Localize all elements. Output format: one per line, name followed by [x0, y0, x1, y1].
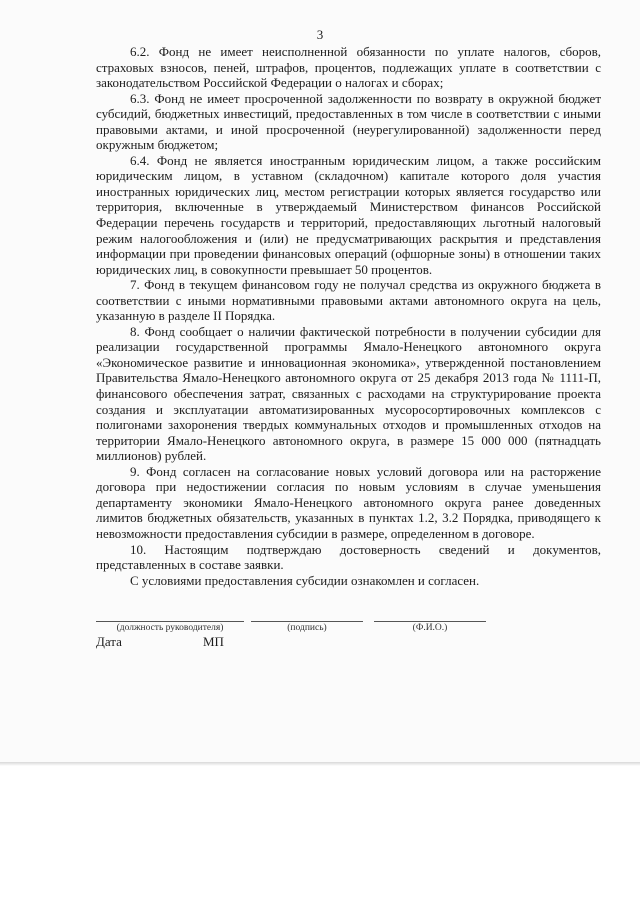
name-caption: (Ф.И.О.): [412, 623, 448, 633]
document-body: [96, 44, 601, 588]
clause-6-4: 6.4. Фонд не является иностранным юридическим лицом, а также российским юридическим лицом, в уставном (складочном) капитале которого доля участия иностранных юридических лиц, местом регистрации которых является государство или территория, включенные в утверждаемый Министерством финансов Российской Федерации перечень государств и территорий, предоставляющих льготный налоговый режим налогообложения и (или) не предусматривающих раскрытия и представления информации при проведении финансовых операций (офшорные зоны) в отношении таких юридических лиц, в совокупности превышает 50 процентов.: [96, 152, 601, 277]
consent-statement: С условиями предоставления субсидии ознакомлен и согласен.: [130, 572, 480, 588]
clause-8: 8. Фонд сообщает о наличии фактической потребности в получении субсидии для реализации государственной программы Ямало-Ненецкого автономного округа «Экономическое развитие и инновационная экономика», утвержденной постановлением Правительства Ямало-Ненецкого автономного округа от 25 декабря 2013 года № 1111-П, финансового обеспечения затрат, связанных с расходами на структурирование проекта создания и эксплуатации автоматизированных мусоросортировочных комплексов с полигонами захоронения твердых коммунальных отходов и промышленных отходов на территории Ямало-Ненецкого автономного округа, в размере 15 000 000 (пятнадцать миллионов) рублей.: [96, 323, 601, 464]
page-edge-shadow: [0, 762, 640, 766]
signature-block: [96, 621, 601, 635]
signature-caption: (подпись): [287, 623, 327, 633]
date-label: Дата: [96, 634, 122, 649]
clause-6-3: 6.3. Фонд не имеет просроченной задолженности по возврату в окружной бюджет субсидий, бюджетных инвестиций, предоставленных в том числе в соответствии с иными правовыми актами, и иной просроченной (неурегулированной) задолженности перед окружным бюджетом;: [96, 90, 601, 153]
position-caption: (должность руководителя): [116, 623, 224, 633]
name-signature-line: [374, 621, 486, 622]
signature-line: [251, 621, 363, 622]
seal-label: МП: [203, 634, 224, 649]
clause-6-2: 6.2. Фонд не имеет неисполненной обязанности по уплате налогов, сборов, страховых взносов, пеней, штрафов, процентов, подлежащих уплате в соответствии с законодательством Российской Федерации о налогах и сборах;: [96, 44, 601, 91]
clause-9: 9. Фонд согласен на согласование новых условий договора или на расторжение договора при недостижении согласия по новым условиям в случае уменьшения департаменту экономики Ямало-Ненецкого автономного округа ранее доведенных лимитов бюджетных обязательств, указанных в пунктах 1.2, 3.2 Порядка, приводящего к невозможности предоставления субсидии в размере, определенном в договоре.: [96, 463, 601, 541]
clause-7: 7. Фонд в текущем финансовом году не получал средства из окружного бюджета в соответствии с иными нормативными правовыми актами автономного округа на цель, указанную в разделе II Порядка.: [96, 277, 601, 324]
page-number: 3: [316, 27, 324, 42]
clause-10: 10. Настоящим подтверждаю достоверность сведений и документов, представленных в составе заявки.: [96, 541, 601, 573]
position-signature-line: [96, 621, 244, 622]
